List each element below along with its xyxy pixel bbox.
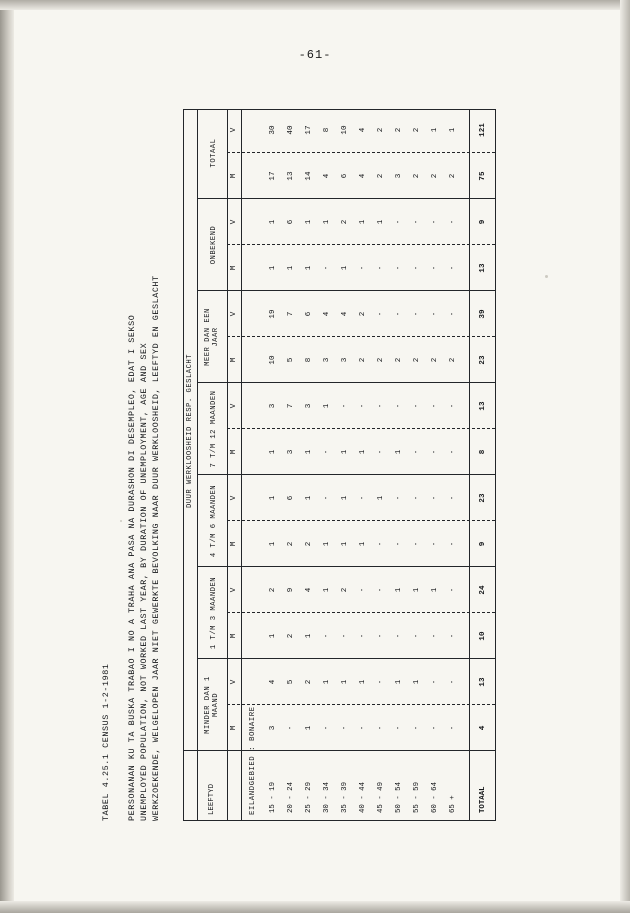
cell-3-7: 1 (323, 403, 331, 408)
cell-6-11: 1 (377, 219, 385, 224)
cell-7-11: - (395, 219, 403, 224)
cell-3-2: - (323, 633, 331, 638)
scan-speckle (545, 275, 548, 278)
cell-5-6: 1 (359, 449, 367, 454)
cell-3-0: - (323, 725, 331, 730)
cell-9-7: - (431, 403, 439, 408)
cell-1-6: 3 (287, 449, 295, 454)
cell-7-8: 2 (395, 357, 403, 362)
row-label-7: 50 - 54 (395, 781, 403, 813)
row-label-10: 65 + (449, 794, 457, 813)
cell-10-12: 2 (449, 173, 457, 178)
cell-3-10: - (323, 265, 331, 270)
cell-2-2: 1 (305, 633, 313, 638)
total-cell-12: 75 (479, 170, 487, 181)
dash-sub-2 (227, 612, 495, 613)
colhead-4-m: M (230, 357, 238, 362)
cell-7-9: - (395, 311, 403, 316)
cell-6-1: - (377, 679, 385, 684)
colhead-6-v: V (230, 127, 238, 132)
cell-1-12: 13 (287, 170, 295, 181)
colhead-1-v: V (230, 587, 238, 592)
caption-dutch: WERKZOEKENDE, WELGELOPEN JAAR NIET GEWERKTE BEVOLKING NAAR DUUR WERKLOOSHEID, LEEFTYD EN GESLACHT (151, 274, 161, 821)
total-cell-2: 10 (479, 630, 487, 641)
cell-4-2: - (341, 633, 349, 638)
colhead-0-m: M (230, 725, 238, 730)
cell-9-13: 1 (431, 127, 439, 132)
cell-8-6: - (413, 449, 421, 454)
cell-2-11: 1 (305, 219, 313, 224)
colhead-5-m: M (230, 265, 238, 270)
cell-4-0: - (341, 725, 349, 730)
cell-7-1: 1 (395, 679, 403, 684)
cell-7-5: - (395, 495, 403, 500)
dash-sub-3 (227, 520, 495, 521)
cell-1-13: 40 (287, 124, 295, 135)
cell-6-13: 2 (377, 127, 385, 132)
cell-9-11: - (431, 219, 439, 224)
cell-2-8: 8 (305, 357, 313, 362)
cell-9-1: - (431, 679, 439, 684)
cell-3-4: 1 (323, 541, 331, 546)
rule-under-colhead (241, 109, 242, 821)
cell-4-3: 2 (341, 587, 349, 592)
cell-1-0: - (287, 725, 295, 730)
total-row-label: TOTAAL (479, 785, 487, 813)
cell-5-12: 4 (359, 173, 367, 178)
group-header-3: 7 T/M 12 MAANDEN (210, 390, 218, 468)
cell-7-3: 1 (395, 587, 403, 592)
colhead-5-v: V (230, 219, 238, 224)
cell-8-1: 1 (413, 679, 421, 684)
colhead-0-v: V (230, 679, 238, 684)
cell-5-5: - (359, 495, 367, 500)
cell-0-4: 1 (269, 541, 277, 546)
cell-7-12: 3 (395, 173, 403, 178)
total-cell-5: 23 (479, 492, 487, 503)
rule-under-spanner (197, 109, 198, 821)
cell-5-8: 2 (359, 357, 367, 362)
cell-0-0: 3 (269, 725, 277, 730)
cell-0-3: 2 (269, 587, 277, 592)
colhead-2-m: M (230, 541, 238, 546)
colhead-6-m: M (230, 173, 238, 178)
colhead-3-m: M (230, 449, 238, 454)
table-number-caption: TABEL 4.25.1 CENSUS 1-2-1981 (101, 662, 111, 821)
cell-9-4: - (431, 541, 439, 546)
cell-2-9: 6 (305, 311, 313, 316)
cell-0-5: 1 (269, 495, 277, 500)
spanner-header: DUUR WERKLOOSHEID RESP. GESLACHT (186, 353, 194, 508)
cell-7-13: 2 (395, 127, 403, 132)
cell-8-8: 2 (413, 357, 421, 362)
cell-4-10: 1 (341, 265, 349, 270)
cell-10-1: - (449, 679, 457, 684)
row-label-4: 35 - 39 (341, 781, 349, 813)
cell-2-6: 1 (305, 449, 313, 454)
cell-6-2: - (377, 633, 385, 638)
cell-4-7: - (341, 403, 349, 408)
cell-4-12: 6 (341, 173, 349, 178)
cell-5-13: 4 (359, 127, 367, 132)
cell-10-4: - (449, 541, 457, 546)
cell-4-11: 2 (341, 219, 349, 224)
group-header-5: ONBEKEND (210, 225, 218, 264)
total-cell-7: 13 (479, 400, 487, 411)
group-header-1: 1 T/M 3 MAANDEN (210, 576, 218, 649)
cell-1-8: 5 (287, 357, 295, 362)
caption-papiamento: PERSONANAN KU TA BUSKA TRABAO I NO A TRAHA ANA PASA NA DURASHON DI DESEMPLEO, EDAT I SEKSO (127, 314, 137, 821)
cell-10-5: - (449, 495, 457, 500)
total-cell-4: 9 (479, 541, 487, 546)
cell-1-11: 6 (287, 219, 295, 224)
cell-9-8: 2 (431, 357, 439, 362)
rule-top (183, 109, 184, 821)
cell-1-9: 7 (287, 311, 295, 316)
colhead-4-v: V (230, 311, 238, 316)
cell-2-10: 1 (305, 265, 313, 270)
cell-9-6: - (431, 449, 439, 454)
cell-8-13: 2 (413, 127, 421, 132)
cell-2-3: 4 (305, 587, 313, 592)
cell-3-13: 8 (323, 127, 331, 132)
dash-sub-6 (227, 244, 495, 245)
dash-sub-4 (227, 428, 495, 429)
cell-8-10: - (413, 265, 421, 270)
colhead-3-v: V (230, 403, 238, 408)
cell-8-9: - (413, 311, 421, 316)
cell-0-6: 1 (269, 449, 277, 454)
cell-6-12: 2 (377, 173, 385, 178)
cell-10-8: 2 (449, 357, 457, 362)
total-cell-6: 8 (479, 449, 487, 454)
cell-9-5: - (431, 495, 439, 500)
group-header-2: 4 T/M 6 MAANDEN (210, 484, 218, 557)
cell-4-13: 10 (341, 124, 349, 135)
cell-4-8: 3 (341, 357, 349, 362)
cell-2-4: 2 (305, 541, 313, 546)
cell-2-13: 17 (305, 124, 313, 135)
cell-10-10: - (449, 265, 457, 270)
rule-stub (183, 750, 495, 751)
colhead-2-v: V (230, 495, 238, 500)
rule-above-total (469, 109, 470, 821)
cell-3-5: - (323, 495, 331, 500)
cell-9-3: 1 (431, 587, 439, 592)
total-cell-13: 121 (479, 122, 487, 137)
table-sheet (99, 101, 529, 821)
cell-4-1: 1 (341, 679, 349, 684)
row-label-2: 25 - 29 (305, 781, 313, 813)
dash-sub-7 (227, 152, 495, 153)
rule-left (183, 820, 495, 821)
page-edge-right (620, 0, 630, 913)
row-label-9: 60 - 64 (431, 781, 439, 813)
cell-6-5: 1 (377, 495, 385, 500)
cell-10-2: - (449, 633, 457, 638)
cell-6-3: - (377, 587, 385, 592)
cell-6-6: - (377, 449, 385, 454)
cell-3-9: 4 (323, 311, 331, 316)
row-label-5: 40 - 44 (359, 781, 367, 813)
cell-5-4: 1 (359, 541, 367, 546)
cell-7-10: - (395, 265, 403, 270)
total-cell-11: 9 (479, 219, 487, 224)
cell-2-12: 14 (305, 170, 313, 181)
island-label: EILANDGEBIED : BONAIRE (249, 705, 257, 815)
cell-0-12: 17 (269, 170, 277, 181)
total-cell-3: 24 (479, 584, 487, 595)
rule-under-grouphead (227, 109, 228, 821)
data-table (183, 109, 505, 821)
rule-bottom (495, 109, 496, 821)
cell-5-9: 2 (359, 311, 367, 316)
cell-0-8: 10 (269, 354, 277, 365)
page-edge-top (0, 0, 630, 10)
cell-3-8: 3 (323, 357, 331, 362)
cell-5-2: - (359, 633, 367, 638)
rule-group-1 (197, 658, 495, 659)
page-edge-left (0, 0, 14, 913)
dash-sub-1 (227, 704, 495, 705)
cell-10-6: - (449, 449, 457, 454)
cell-5-10: - (359, 265, 367, 270)
row-label-1: 20 - 24 (287, 781, 295, 813)
cell-8-2: - (413, 633, 421, 638)
cell-4-4: 1 (341, 541, 349, 546)
cell-5-1: 1 (359, 679, 367, 684)
cell-5-7: - (359, 403, 367, 408)
row-label-8: 55 - 59 (413, 781, 421, 813)
cell-5-3: - (359, 587, 367, 592)
cell-9-10: - (431, 265, 439, 270)
cell-10-0: - (449, 725, 457, 730)
cell-8-7: - (413, 403, 421, 408)
cell-8-0: - (413, 725, 421, 730)
cell-3-12: 4 (323, 173, 331, 178)
cell-9-2: - (431, 633, 439, 638)
cell-4-5: 1 (341, 495, 349, 500)
cell-1-5: 6 (287, 495, 295, 500)
rule-group-6 (197, 198, 495, 199)
cell-10-7: - (449, 403, 457, 408)
caption-english: UNEMPLOYED POPULATION, NOT WORKED LAST YEAR, BY DURATION OF UNEMPLOYMENT, AGE AND SEX (139, 342, 149, 821)
cell-6-9: - (377, 311, 385, 316)
cell-5-11: 1 (359, 219, 367, 224)
cell-3-1: 1 (323, 679, 331, 684)
cell-0-11: 1 (269, 219, 277, 224)
cell-1-10: 1 (287, 265, 295, 270)
row-label-0: 15 - 19 (269, 781, 277, 813)
cell-7-4: - (395, 541, 403, 546)
cell-0-7: 3 (269, 403, 277, 408)
page-number: -61- (298, 48, 332, 62)
total-cell-8: 23 (479, 354, 487, 365)
cell-0-10: 1 (269, 265, 277, 270)
cell-7-2: - (395, 633, 403, 638)
cell-6-8: 2 (377, 357, 385, 362)
dash-sub-5 (227, 336, 495, 337)
cell-10-11: - (449, 219, 457, 224)
total-cell-9: 39 (479, 308, 487, 319)
cell-2-1: 2 (305, 679, 313, 684)
rule-right (183, 109, 495, 110)
cell-0-9: 19 (269, 308, 277, 319)
cell-8-4: - (413, 541, 421, 546)
cell-1-3: 9 (287, 587, 295, 592)
rule-group-5 (197, 290, 495, 291)
cell-9-12: 2 (431, 173, 439, 178)
cell-8-12: 2 (413, 173, 421, 178)
cell-6-7: - (377, 403, 385, 408)
row-label-3: 30 - 34 (323, 781, 331, 813)
cell-4-9: 4 (341, 311, 349, 316)
cell-8-5: - (413, 495, 421, 500)
cell-3-11: 1 (323, 219, 331, 224)
rule-group-3 (197, 474, 495, 475)
scan-speckle (120, 520, 122, 522)
group-header-6: TOTAAL (210, 138, 218, 167)
cell-4-6: 1 (341, 449, 349, 454)
group-header-4: MEER DAN EEN JAAR (204, 307, 220, 366)
cell-2-0: 1 (305, 725, 313, 730)
colhead-1-m: M (230, 633, 238, 638)
cell-10-3: - (449, 587, 457, 592)
cell-8-3: 1 (413, 587, 421, 592)
cell-0-13: 30 (269, 124, 277, 135)
cell-0-2: 1 (269, 633, 277, 638)
cell-1-2: 2 (287, 633, 295, 638)
rule-group-2 (197, 566, 495, 567)
cell-9-0: - (431, 725, 439, 730)
total-cell-10: 13 (479, 262, 487, 273)
rule-group-4 (197, 382, 495, 383)
cell-1-1: 5 (287, 679, 295, 684)
cell-7-6: 1 (395, 449, 403, 454)
cell-7-0: - (395, 725, 403, 730)
total-cell-0: 4 (479, 725, 487, 730)
cell-1-4: 2 (287, 541, 295, 546)
cell-3-6: - (323, 449, 331, 454)
page-edge-bottom (0, 901, 630, 913)
cell-0-1: 4 (269, 679, 277, 684)
cell-1-7: 7 (287, 403, 295, 408)
cell-10-9: - (449, 311, 457, 316)
row-label-6: 45 - 49 (377, 781, 385, 813)
stub-header: LEEFTYD (208, 783, 216, 815)
cell-3-3: 1 (323, 587, 331, 592)
cell-6-4: - (377, 541, 385, 546)
cell-6-0: - (377, 725, 385, 730)
cell-2-7: 3 (305, 403, 313, 408)
cell-9-9: - (431, 311, 439, 316)
group-header-0: MINDER DAN 1 MAAND (204, 675, 220, 734)
total-cell-1: 13 (479, 676, 487, 687)
cell-8-11: - (413, 219, 421, 224)
cell-6-10: - (377, 265, 385, 270)
cell-2-5: 1 (305, 495, 313, 500)
cell-10-13: 1 (449, 127, 457, 132)
cell-5-0: - (359, 725, 367, 730)
cell-7-7: - (395, 403, 403, 408)
